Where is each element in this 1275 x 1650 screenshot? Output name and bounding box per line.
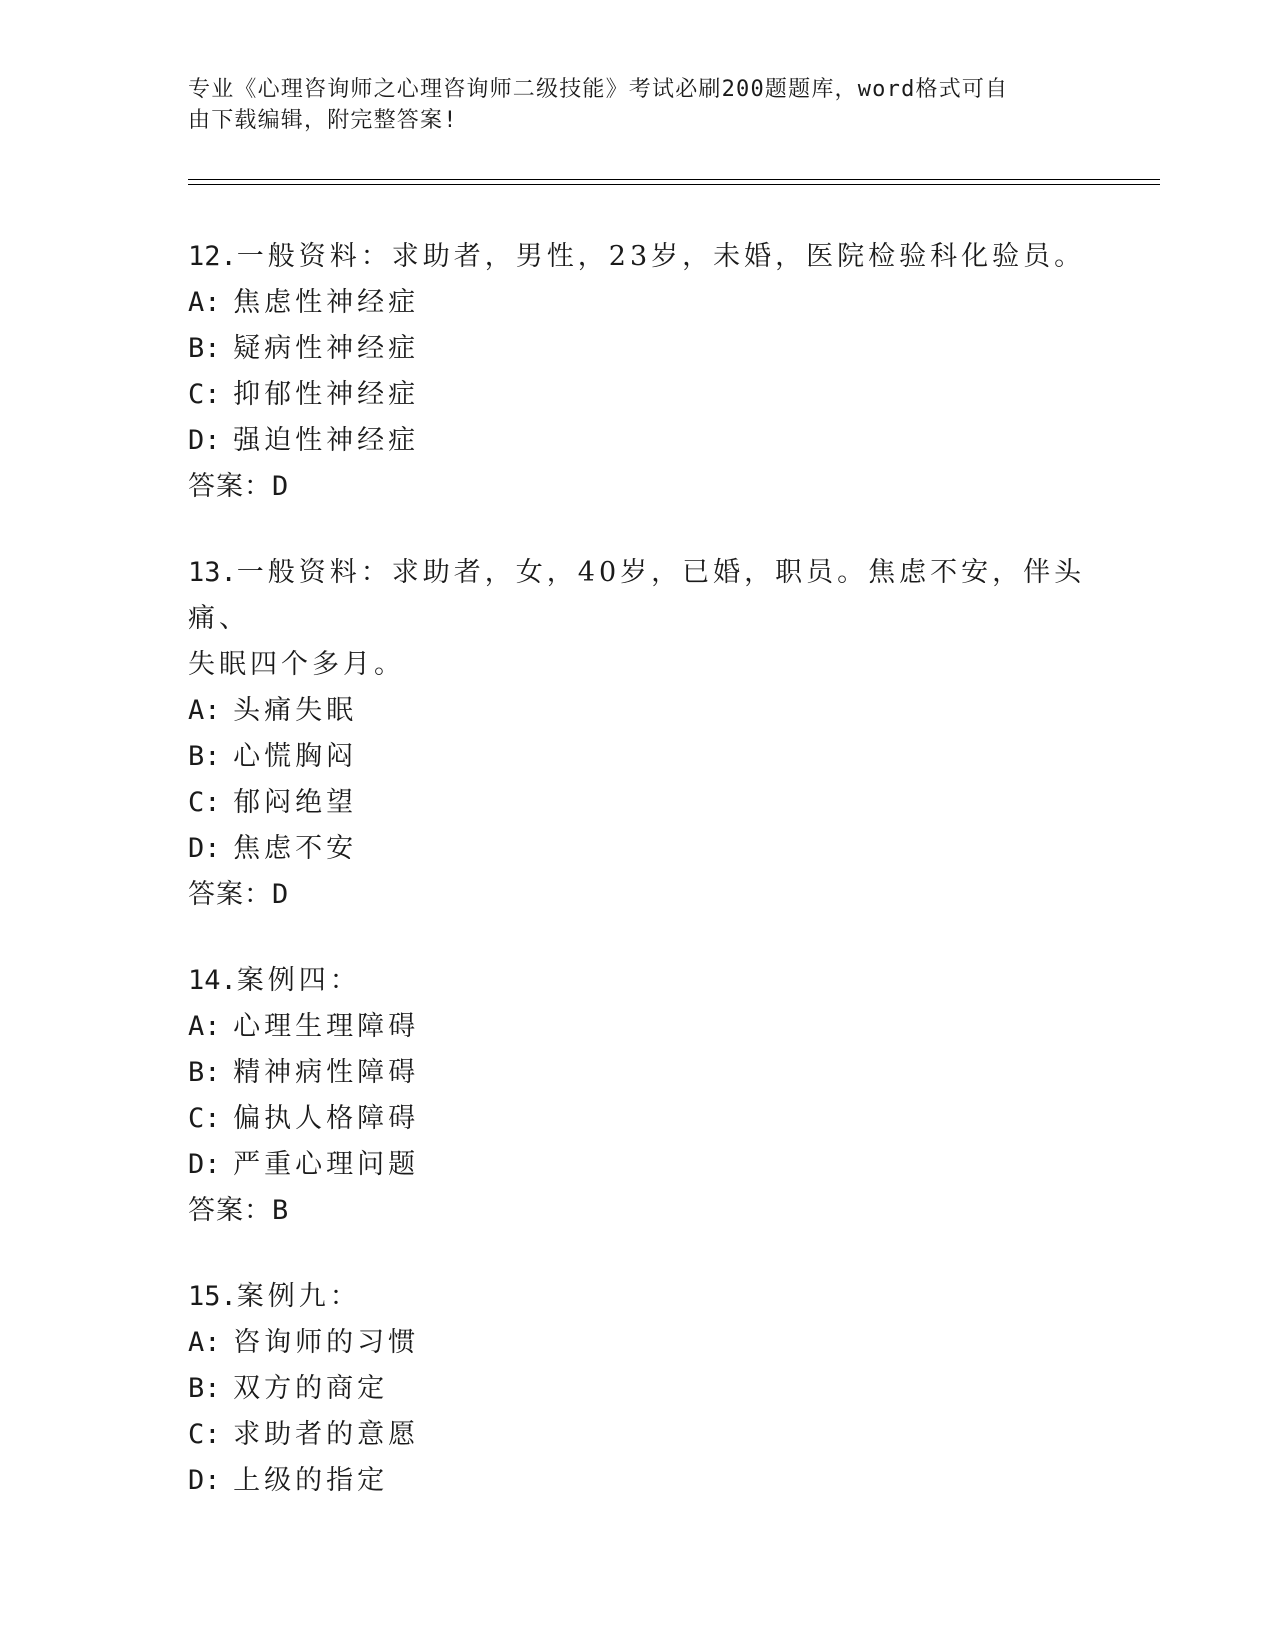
option-text: 抑郁性神经症 [233,379,420,410]
option-item [188,1366,1108,1412]
option-letter: D: [188,1149,221,1180]
question-text-line: 一般资料：求助者，男性，23岁，未婚，医院检验科化验员。 [236,241,1086,272]
option-letter: D: [188,425,221,456]
option-letter: A: [188,695,221,726]
option-item [188,688,1108,734]
question-text-line: 失眠四个多月。 [188,649,405,680]
option-text: 疑病性神经症 [233,333,420,364]
option-text: 严重心理问题 [233,1149,420,1180]
question-item [188,1274,1108,1504]
option-text: 咨询师的习惯 [233,1327,420,1358]
option-text: 双方的商定 [233,1373,389,1404]
question-number: 13. [188,557,237,588]
question-text [188,642,1108,688]
question-number: 15. [188,1281,237,1312]
option-item [188,1142,1108,1188]
question-text [188,234,1108,280]
question-item [188,958,1108,1234]
header-divider-bottom [188,184,1160,185]
option-text: 求助者的意愿 [233,1419,420,1450]
option-item [188,734,1108,780]
option-item [188,1096,1108,1142]
option-item [188,1412,1108,1458]
option-letter: B: [188,1373,221,1404]
option-item [188,326,1108,372]
option-text: 头痛失眠 [233,695,358,726]
question-text [188,958,1108,1004]
question-text-line: 案例九： [236,1281,361,1312]
option-letter: D: [188,833,221,864]
option-item [188,1320,1108,1366]
answer-line: 答案：D [188,471,290,502]
option-item [188,1050,1108,1096]
option-text: 心理生理障碍 [233,1011,420,1042]
question-item [188,234,1108,510]
option-letter: A: [188,287,221,318]
question-number: 12. [188,241,237,272]
question-number: 14. [188,965,237,996]
option-item [188,418,1108,464]
option-letter: B: [188,1057,221,1088]
option-letter: B: [188,741,221,772]
question-text [188,1274,1108,1320]
question-text-line: 一般资料：求助者，女，40岁，已婚，职员。焦虑不安，伴头痛、 [188,557,1086,634]
answer-line: 答案：D [188,879,290,910]
option-item [188,826,1108,872]
option-letter: D: [188,1465,221,1496]
option-text: 上级的指定 [233,1465,389,1496]
answer-line: 答案：B [188,1195,290,1226]
option-letter: A: [188,1327,221,1358]
question-text-line: 案例四： [236,965,361,996]
header-divider-top [188,179,1160,180]
option-text: 精神病性障碍 [233,1057,420,1088]
question-item [188,550,1108,918]
option-item [188,1458,1108,1504]
option-item [188,372,1108,418]
option-item [188,280,1108,326]
header-line-2: 由下载编辑，附完整答案! [188,108,458,133]
question-text [188,550,1108,642]
option-text: 郁闷绝望 [233,787,358,818]
option-letter: B: [188,333,221,364]
option-text: 偏执人格障碍 [233,1103,420,1134]
option-letter: C: [188,1103,221,1134]
option-letter: C: [188,1419,221,1450]
option-text: 强迫性神经症 [233,425,420,456]
header-line-1: 专业《心理咨询师之心理咨询师二级技能》考试必刷200题题库，word格式可自 [188,77,1009,102]
option-text: 焦虑性神经症 [233,287,420,318]
option-letter: A: [188,1011,221,1042]
question-list [188,234,1108,1544]
option-text: 心慌胸闷 [233,741,358,772]
option-text: 焦虑不安 [233,833,358,864]
option-letter: C: [188,787,221,818]
document-header [188,74,1088,136]
option-item [188,1004,1108,1050]
option-letter: C: [188,379,221,410]
option-item [188,780,1108,826]
